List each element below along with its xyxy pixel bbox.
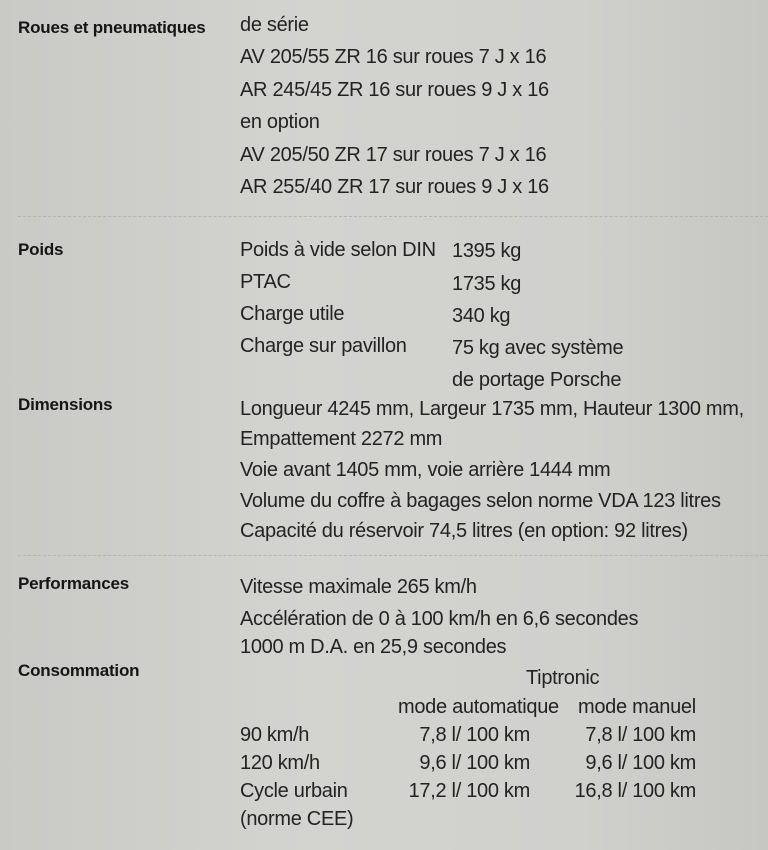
consumption-row-name: Cycle urbain — [240, 780, 348, 802]
performance-line: 1000 m D.A. en 25,9 secondes — [240, 636, 507, 658]
tires-line: en option — [240, 111, 320, 133]
dimensions-line: Volume du coffre à bagages selon norme VDA 123 litres — [240, 490, 721, 512]
weight-row-value: 1395 kg — [452, 240, 522, 262]
weight-row-name: PTAC — [240, 271, 291, 293]
consumption-norm: (norme CEE) — [240, 808, 354, 830]
section-divider — [18, 555, 768, 556]
tires-line: AV 205/55 ZR 16 sur roues 7 J x 16 — [240, 46, 547, 68]
tires-line: AR 255/40 ZR 17 sur roues 9 J x 16 — [240, 176, 549, 198]
section-label-performance: Performances — [18, 574, 129, 593]
weight-row-name: Charge utile — [240, 303, 345, 325]
weight-row-name: Charge sur pavillon — [240, 335, 407, 357]
dimensions-line: Empattement 2272 mm — [240, 428, 443, 450]
weight-roof-note: de portage Porsche — [452, 369, 622, 391]
dimensions-line: Longueur 4245 mm, Largeur 1735 mm, Hauteur 1300 mm, — [240, 398, 744, 420]
dimensions-line: Capacité du réservoir 74,5 litres (en option: 92 litres) — [240, 520, 688, 542]
tires-line: AR 245/45 ZR 16 sur roues 9 J x 16 — [240, 79, 549, 101]
consumption-row-manual: 9,6 l/ 100 km — [585, 752, 696, 774]
consumption-row-manual: 16,8 l/ 100 km — [574, 780, 696, 802]
consumption-row-manual: 7,8 l/ 100 km — [585, 724, 696, 746]
consumption-row-auto: 7,8 l/ 100 km — [419, 724, 530, 746]
performance-line: Accélération de 0 à 100 km/h en 6,6 secondes — [240, 608, 639, 630]
consumption-col-auto: mode automatique — [398, 696, 559, 718]
consumption-col-manual: mode manuel — [578, 696, 696, 718]
consumption-group-header: Tiptronic — [526, 667, 600, 689]
weight-row-value: 340 kg — [452, 305, 511, 327]
weight-row-value: 1735 kg — [452, 273, 522, 295]
consumption-row-auto: 9,6 l/ 100 km — [419, 752, 530, 774]
dimensions-line: Voie avant 1405 mm, voie arrière 1444 mm — [240, 459, 611, 481]
consumption-row-name: 120 km/h — [240, 752, 320, 774]
tires-line: de série — [240, 14, 309, 36]
consumption-row-auto: 17,2 l/ 100 km — [408, 780, 530, 802]
tires-line: AV 205/50 ZR 17 sur roues 7 J x 16 — [240, 144, 547, 166]
section-divider — [18, 216, 768, 217]
section-label-weight: Poids — [18, 240, 64, 259]
weight-row-name: Poids à vide selon DIN — [240, 239, 436, 261]
section-label-consumption: Consommation — [18, 661, 140, 680]
performance-line: Vitesse maximale 265 km/h — [240, 576, 477, 598]
section-label-tires: Roues et pneumatiques — [18, 18, 206, 37]
consumption-row-name: 90 km/h — [240, 724, 310, 746]
weight-row-value: 75 kg avec système — [452, 337, 624, 359]
section-label-dimensions: Dimensions — [18, 395, 113, 414]
